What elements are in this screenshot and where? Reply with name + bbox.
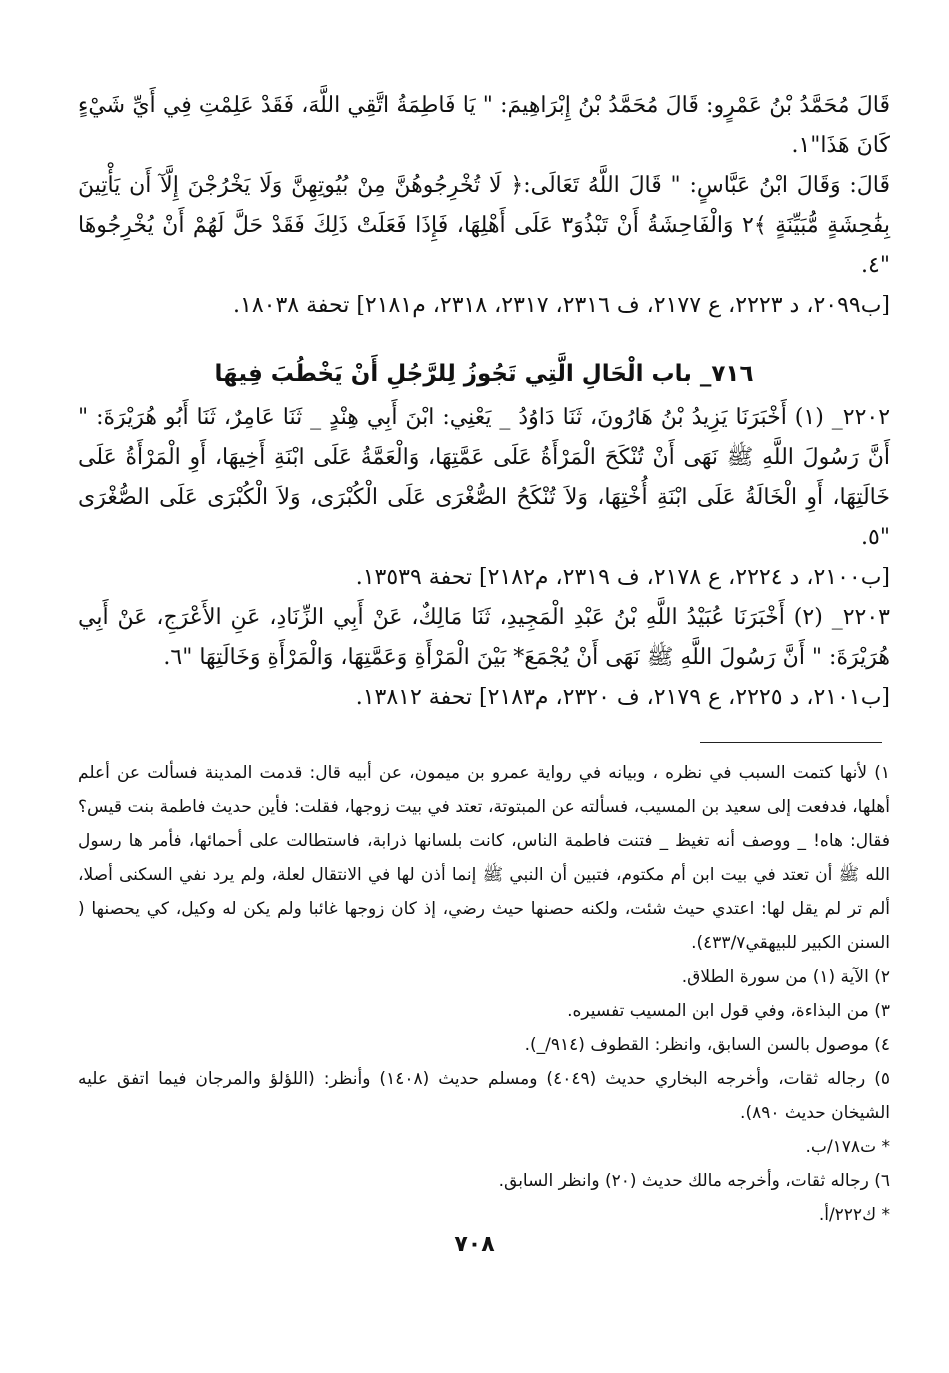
footnote-2: ٢) الآية (١) من سورة الطلاق. <box>681 967 890 987</box>
footnote-4: ٤) موصول بالسن السابق، وانظر: القطوف (٩١٤/_). <box>524 1035 890 1055</box>
reference-line-2: [ب٢١٠٠، د ٢٢٢٤، ع ٢١٧٨، ف ٢٣١٩، م٢١٨٢] تحفة ١٣٥٣٩. <box>355 565 890 590</box>
main-text <box>78 86 890 718</box>
footnote-marker-k: * ك٢٢٢/أ. <box>818 1205 890 1225</box>
footnote-5: ٥) رجاله ثقات، وأخرجه البخاري حديث (٤٠٤٩) ومسلم حديث (١٤٠٨) وأنظر: (اللؤلؤ والمرجان فيما اتفق عليه الشيخان حديث ٨٩٠). <box>78 1069 890 1123</box>
footnote-3: ٣) من البذاءة، وفي قول ابن المسيب تفسيره. <box>567 1001 890 1021</box>
footnotes <box>78 756 890 1232</box>
paragraph-1: قَالَ مُحَمَّدُ بْنُ عَمْرٍو: قَالَ مُحَمَّدُ بْنُ إِبْرَاهِيمَ: " يَا فَاطِمَةُ اتَّقِي اللَّهَ، فَقَدْ عَلِمْتِ فِي أَيِّ شَيْءٍ كَانَ هَذَا"١. <box>78 93 890 158</box>
page-number: ٧٠٨ <box>454 1232 495 1257</box>
footnote-divider <box>700 742 882 743</box>
footnote-6: ٦) رجاله ثقات، وأخرجه مالك حديث (٢٠) وانظر السابق. <box>498 1171 890 1191</box>
footnote-1: ١) لأنها كتمت السبب في نظره ، وبيانه في رواية عمرو بن ميمون، عن أبيه قال: قدمت المدينة فسألت عن أعلم أهلها، فدفعت إلى سعيد بن المسيب، فسألته عن المبتوتة، تعتد في بيت زوجها، فقلت: فأين حديث فاطمة بنت قيس؟ فقال: هاه! _ ووصف أنه تغيظ _ فتنت فاطمة الناس، كانت بلسانها ذرابة، فاستطالت على أحمائها، فأمر ها رسول الله ﷺ أن تعتد في بيت ابن أم مكتوم، فتبين أن النبي ﷺ إنما أذن لها في الانتقال لعلة، ولم يرد نفي السكنى أصلا، ألم تر لم يقل لها: اعتدي حيث شئت، ولكنه حصنها حيث رضي، إذ كان زوجها غائبا ولم يكن له وكيل، كي يحصنها ( السنن الكبير للبيهقي٤٣٣/٧). <box>78 763 890 953</box>
reference-line-1: [ب٢٠٩٩، د ٢٢٢٣، ع ٢١٧٧، ف ٢٣١٦، ٢٣١٧، ٢٣١٨، م٢١٨١] تحفة ١٨٠٣٨. <box>233 293 890 318</box>
chapter-heading: ٧١٦_ باب الْحَالِ الَّتِي تَجُوزُ لِلرَّجُلِ أَنْ يَخْطُبَ فِيهَا <box>214 361 754 387</box>
footnote-marker-t: * ت١٧٨/ب. <box>805 1137 890 1157</box>
paragraph-2: قَالَ: وَقَالَ ابْنُ عَبَّاسٍ: " قَالَ اللَّهُ تَعَالَى:﴿ لَا تُخْرِجُوهُنَّ مِنْ بُيُوتِهِنَّ وَلَا يَخْرُجْنَ إِلَّآ أَن يَأْتِينَ بِفَٰحِشَةٍ مُّبَيِّنَةٍ ﴾٢ وَالْفَاحِشَةُ أَنْ تَبْذُوَ٣ عَلَى أَهْلِهَا، فَإِذَا فَعَلَتْ ذَلِكَ فَقَدْ حَلَّ لَهُمْ أَنْ يُخْرِجُوهَا "٤. <box>78 173 891 278</box>
reference-line-3: [ب٢١٠١، د ٢٢٢٥، ع ٢١٧٩، ف ٢٣٢٠، م٢١٨٣] تحفة ١٣٨١٢. <box>355 685 890 710</box>
hadith-2202: ٢٢٠٢_ (١) أَخْبَرَنَا يَزِيدُ بْنُ هَارُونَ، ثَنَا دَاوُدُ _ يَعْنِي: ابْنَ أَبِي هِنْدٍ _ ثَنَا عَامِرٌ، ثَنَا أَبُو هُرَيْرَةَ: " أَنَّ رَسُولَ اللَّهِ ﷺ نَهَى أَنْ تُنْكَحَ الْمَرْأَةُ عَلَى عَمَّتِهَا، وَالْعَمَّةُ عَلَى ابْنَةِ أَخِيهَا، أَوِ الْمَرْأَةُ عَلَى خَالَتِهَا، أَوِ الْخَالَةُ عَلَى ابْنَةِ أُخْتِهَا، وَلاَ تُنْكَحُ الصُّغْرَى عَلَى الْكُبْرَى، وَلاَ الْكُبْرَى عَلَى الصُّغْرَى "٥. <box>78 405 891 550</box>
hadith-2203: ٢٢٠٣_ (٢) أَخْبَرَنَا عُبَيْدُ اللَّهِ بْنُ عَبْدِ الْمَجِيدِ، ثَنَا مَالِكٌ، عَنْ أَبِي الزِّنَادِ، عَنِ الأَعْرَجِ، عَنْ أَبِي هُرَيْرَةَ: " أَنَّ رَسُولَ اللَّهِ ﷺ نَهَى أَنْ يُجْمَعَ* بَيْنَ الْمَرْأَةِ وَعَمَّتِهَا، وَالْمَرْأَةِ وَخَالَتِهَا "٦. <box>78 605 890 670</box>
